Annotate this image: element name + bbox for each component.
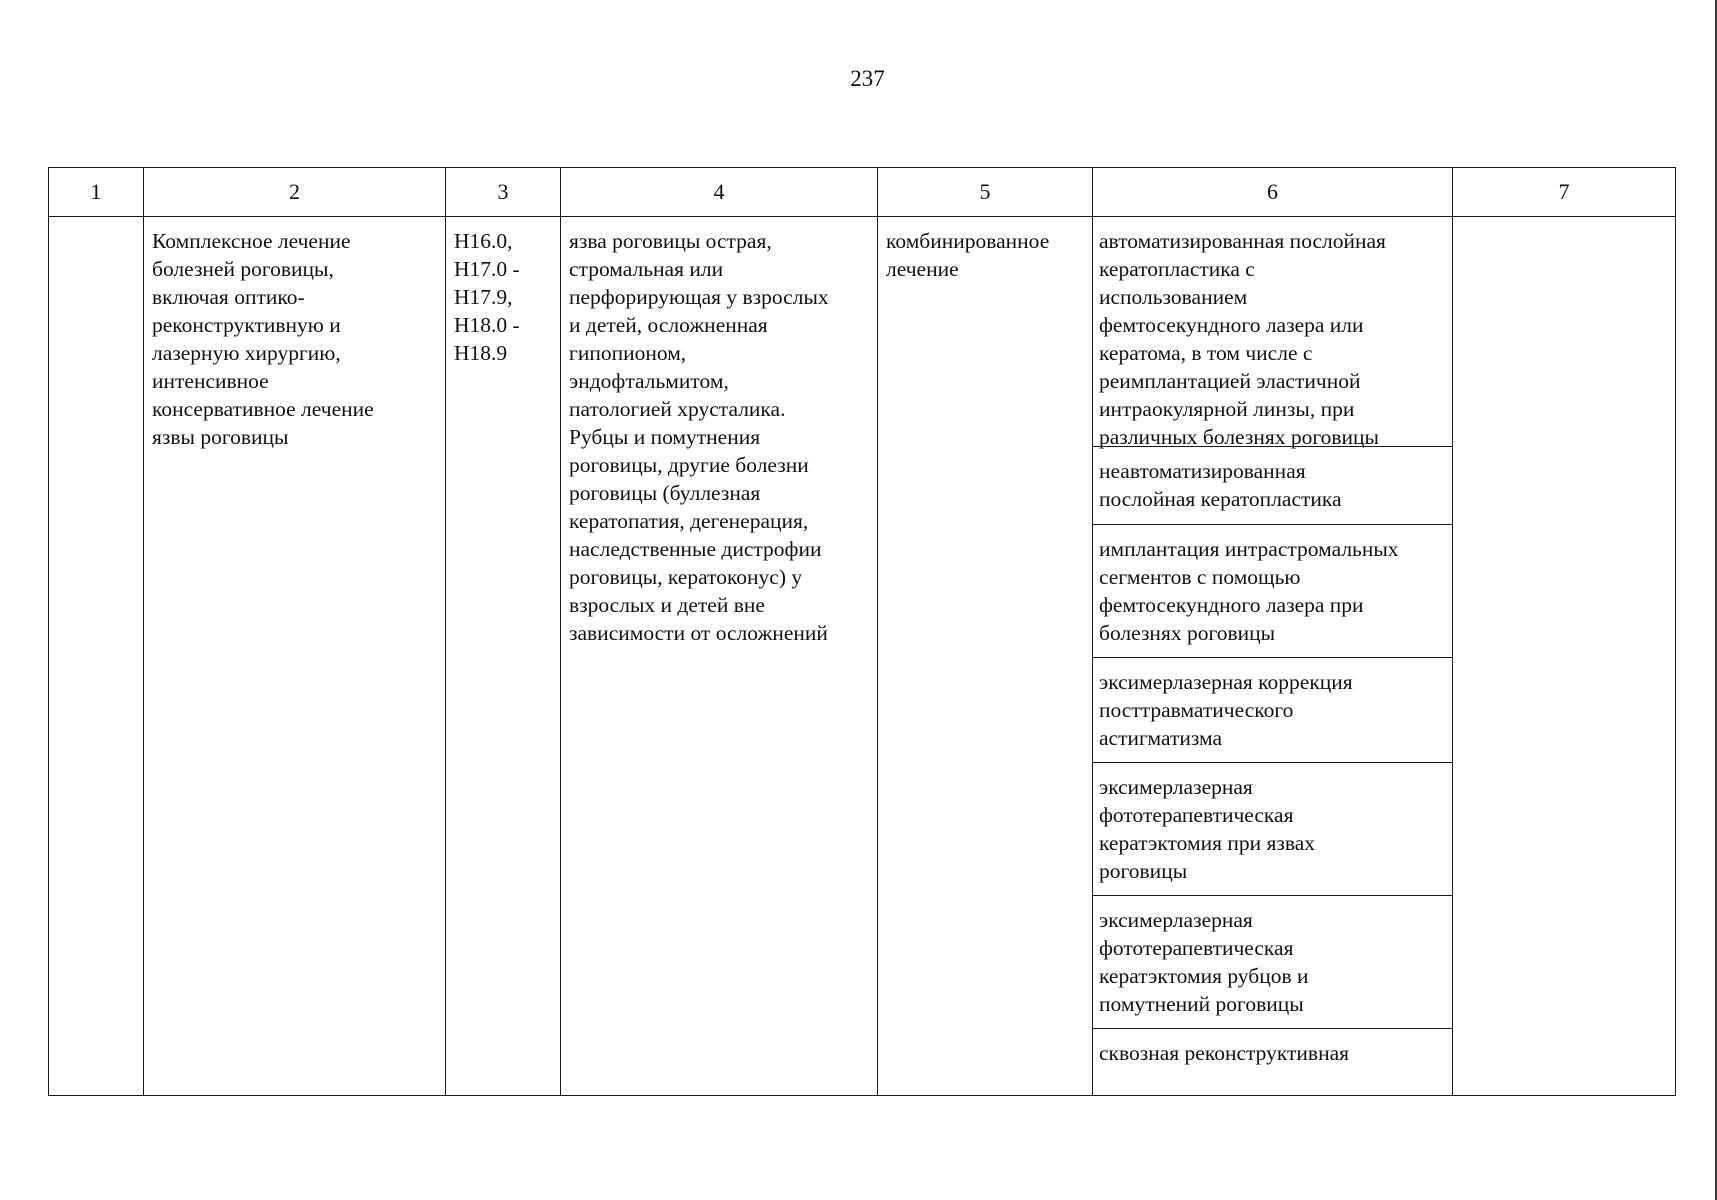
treatment-type-text: комбинированное лечение xyxy=(886,229,1050,281)
header-cell-7: 7 xyxy=(1453,168,1676,217)
method-item: эксимерлазерная фототерапевтическая кератэктомия рубцов и помутнений роговицы xyxy=(1093,896,1452,1029)
method-item: сквозная реконструктивная xyxy=(1099,1041,1350,1065)
row-number-cell xyxy=(49,217,144,1096)
header-cell-2: 2 xyxy=(144,168,446,217)
table-header-row xyxy=(49,168,1676,217)
treatment-table xyxy=(48,167,1676,1096)
method-item: автоматизированная послойная кератопластика с использованием фемтосекундного лазера или кератома, в том числе с реимплантацией эластичной интраокулярной линзы, при различных болезнях роговицы xyxy=(1093,217,1452,447)
treatment-type-cell xyxy=(878,217,1093,1096)
cost-cell xyxy=(1453,217,1676,1096)
header-cell-6: 6 xyxy=(1093,168,1453,217)
row-number-text xyxy=(49,217,143,227)
table-row xyxy=(49,217,1676,1096)
method-item: эксимерлазерная фототерапевтическая кератэктомия при язвах роговицы xyxy=(1093,763,1452,896)
icd-codes-cell xyxy=(446,217,561,1096)
header-cell-3: 3 xyxy=(446,168,561,217)
header-cell-4: 4 xyxy=(561,168,878,217)
header-cell-5: 5 xyxy=(878,168,1093,217)
treatment-methods-cell xyxy=(1093,217,1453,1096)
treatment-name-text: Комплексное лечение болезней роговицы, включая оптико- реконструктивную и лазерную хирургию, интенсивное консервативное лечение язвы роговицы xyxy=(152,229,374,449)
header-cell-1: 1 xyxy=(49,168,144,217)
page-number: 237 xyxy=(850,66,885,91)
cost-text xyxy=(1453,217,1675,227)
method-item: имплантация интрастромальных сегментов с помощью фемтосекундного лазера при болезнях роговицы xyxy=(1093,525,1452,658)
method-item: эксимерлазерная коррекция посттравматического астигматизма xyxy=(1093,658,1452,763)
treatment-name-cell xyxy=(144,217,446,1096)
icd-codes-text: H16.0, H17.0 - H17.9, H18.0 - H18.9 xyxy=(454,229,520,365)
patient-model-text: язва роговицы острая, стромальная или перфорирующая у взрослых и детей, осложненная гипопионом, эндофтальмитом, патологией хрусталика. Рубцы и помутнения роговицы, другие болезни роговицы (буллезная кератопатия, дегенерация, наследственные дистрофии роговицы, кератоконус) у взрослых и детей вне зависимости от осложнений xyxy=(569,229,829,645)
method-item: неавтоматизированная послойная кератопластика xyxy=(1093,447,1452,525)
patient-model-cell xyxy=(561,217,878,1096)
